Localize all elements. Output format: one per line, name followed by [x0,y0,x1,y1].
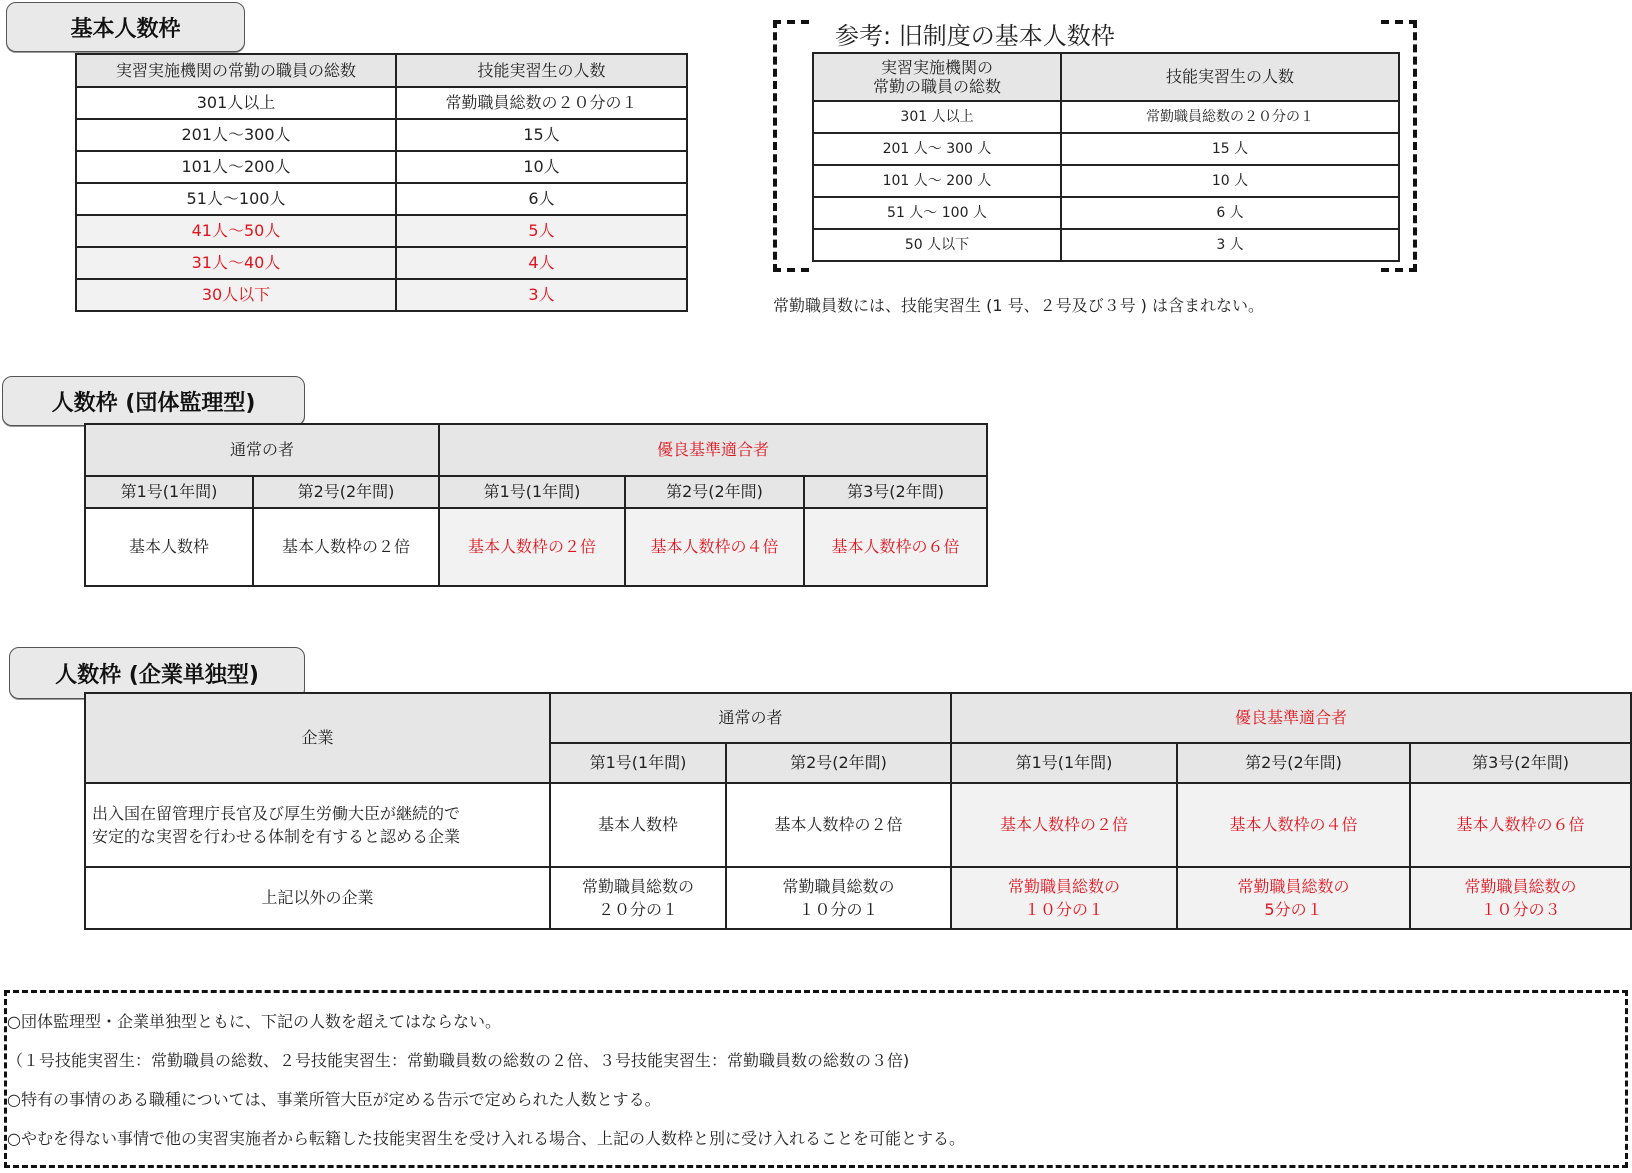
table-row-highlighted [76,215,687,247]
column-header: 第3号(2年間) [804,476,987,508]
staff-range: 101人～200人 [76,151,396,183]
trainee-limit: 15人 [396,119,687,151]
staff-range: 101 人～ 200 人 [813,165,1061,197]
reference-bracket-left [773,20,809,272]
column-header: 第3号(2年間) [1410,743,1631,783]
table-row [76,183,687,215]
column-header: 第1号(1年間) [550,743,726,783]
column-header: 第2号(2年間) [726,743,951,783]
column-header: 第2号(2年間) [1177,743,1410,783]
note-line-2: （１号技能実習生：常勤職員の総数、２号技能実習生：常勤職員数の総数の２倍、３号技能実習生：常勤職員数の総数の３倍) [7,1051,910,1070]
table-row [813,133,1399,165]
quota-value: 基本人数枠の２倍 [253,508,439,586]
table-row [76,119,687,151]
staff-range: 41人～50人 [76,215,396,247]
quota-value: 常勤職員総数の 5分の１ [1177,867,1410,929]
ref-header-trainee-count: 技能実習生の人数 [1061,53,1399,101]
column-header: 第2号(2年間) [625,476,804,508]
trainee-limit: 10 人 [1061,165,1399,197]
staff-range: 201 人～ 300 人 [813,133,1061,165]
table-row-highlighted [76,279,687,311]
table-row [813,197,1399,229]
staff-range: 31人～40人 [76,247,396,279]
section-group-supervised-title: 人数枠 (団体監理型) [2,376,305,426]
trainee-limit: 15 人 [1061,133,1399,165]
group-excellent-header: 優良基準適合者 [439,424,987,476]
group-normal-header: 通常の者 [85,424,439,476]
quota-value: 基本人数枠の６倍 [1410,783,1631,867]
quota-value: 基本人数枠の６倍 [804,508,987,586]
quota-value: 常勤職員総数の １０分の１ [951,867,1177,929]
staff-range: 51人～100人 [76,183,396,215]
header-trainee-count: 技能実習生の人数 [396,54,687,87]
trainee-limit: 4人 [396,247,687,279]
table-row-highlighted [76,247,687,279]
column-header: 第1号(1年間) [85,476,253,508]
quota-value: 基本人数枠の２倍 [439,508,625,586]
quota-value: 常勤職員総数の １０分の１ [726,867,951,929]
trainee-limit: 5人 [396,215,687,247]
note-line-1: ○団体監理型・企業単独型ともに、下記の人数を超えてはならない。 [7,1012,501,1031]
trainee-limit: 常勤職員総数の２０分の１ [1061,101,1399,133]
table-row [813,229,1399,261]
company-type-label: 出入国在留管理庁長官及び厚生労働大臣が継続的で 安定的な実習を行わせる体制を有すると認める企業 [85,783,550,867]
quota-value: 基本人数枠の２倍 [726,783,951,867]
section-basic-quota-title: 基本人数枠 [6,2,245,52]
group-excellent-header: 優良基準適合者 [951,693,1631,743]
trainee-limit: 6 人 [1061,197,1399,229]
table-row [85,867,1631,929]
quota-value: 基本人数枠の４倍 [625,508,804,586]
ref-header-staff-total: 実習実施機関の 常勤の職員の総数 [813,53,1061,101]
quota-value: 常勤職員総数の １０分の３ [1410,867,1631,929]
group-supervised-table [84,423,988,587]
table-row [76,87,687,119]
trainee-limit: 6人 [396,183,687,215]
staff-range: 201人～300人 [76,119,396,151]
trainee-limit: 常勤職員総数の２０分の１ [396,87,687,119]
staff-range: 301 人以上 [813,101,1061,133]
trainee-limit: 3 人 [1061,229,1399,261]
company-header: 企業 [85,693,550,783]
table-row [813,101,1399,133]
table-row [76,151,687,183]
table-row [85,783,1631,867]
quota-value: 常勤職員総数の ２０分の１ [550,867,726,929]
section-single-company-title: 人数枠 (企業単独型) [9,647,305,699]
table-row [813,165,1399,197]
trainee-limit: 10人 [396,151,687,183]
company-type-label: 上記以外の企業 [85,867,550,929]
quota-value: 基本人数枠の２倍 [951,783,1177,867]
staff-range: 51 人～ 100 人 [813,197,1061,229]
quota-value: 基本人数枠の４倍 [1177,783,1410,867]
reference-title: 参考: 旧制度の基本人数枠 [835,22,1115,50]
basic-quota-table [75,53,688,312]
staff-range: 50 人以下 [813,229,1061,261]
quota-value: 基本人数枠 [550,783,726,867]
note-line-3: ○特有の事情のある職種については、事業所管大臣が定める告示で定められた人数とする。 [7,1090,661,1109]
single-company-table [84,692,1632,930]
column-header: 第1号(1年間) [439,476,625,508]
quota-value: 基本人数枠 [85,508,253,586]
header-staff-total: 実習実施機関の常勤の職員の総数 [76,54,396,87]
group-normal-header: 通常の者 [550,693,951,743]
reference-note: 常勤職員数には、技能実習生 (1 号、２号及び３号 ) は含まれない。 [773,296,1265,315]
note-line-4: ○やむを得ない事情で他の実習実施者から転籍した技能実習生を受け入れる場合、上記の人数枠と別に受け入れることを可能とする。 [7,1129,965,1148]
notes-box [4,990,1628,1168]
reference-table [812,52,1400,262]
staff-range: 301人以上 [76,87,396,119]
table-row [85,508,987,586]
column-header: 第2号(2年間) [253,476,439,508]
trainee-limit: 3人 [396,279,687,311]
staff-range: 30人以下 [76,279,396,311]
column-header: 第1号(1年間) [951,743,1177,783]
